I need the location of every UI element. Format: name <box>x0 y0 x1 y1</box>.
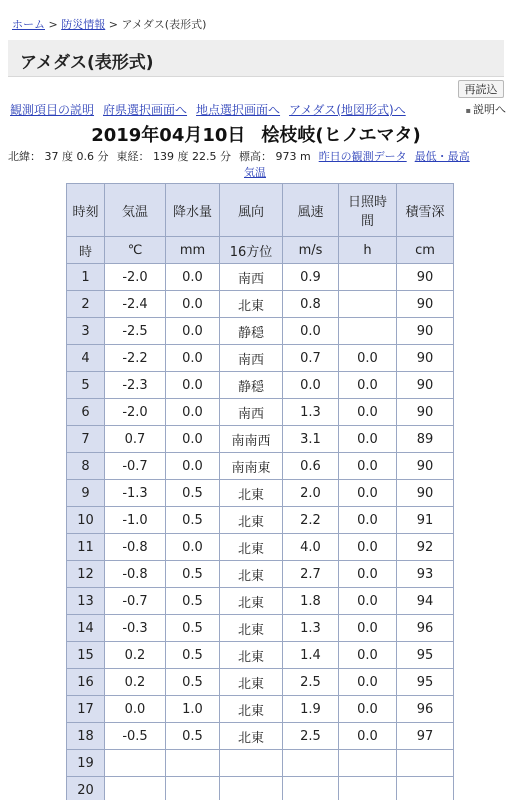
amedas-table <box>66 183 454 800</box>
temperature-cell: -0.7 <box>105 453 166 480</box>
snow-depth-cell: 90 <box>397 291 454 318</box>
wind-direction-cell: 南西 <box>220 264 283 291</box>
temperature-cell: -2.4 <box>105 291 166 318</box>
wind-direction-cell: 静穏 <box>220 318 283 345</box>
temperature-cell: -0.3 <box>105 615 166 642</box>
date-heading <box>0 121 512 147</box>
precipitation-cell: 0.0 <box>166 318 220 345</box>
wind-speed-cell: 0.9 <box>283 264 339 291</box>
unit-header: ℃ <box>105 237 166 264</box>
wind-direction-cell: 北東 <box>220 642 283 669</box>
wind-direction-cell: 北東 <box>220 615 283 642</box>
observation-date: 2019年04月10日 <box>91 125 246 146</box>
yesterday-data-link[interactable]: 昨日の観測データ <box>318 150 407 163</box>
precipitation-cell: 1.0 <box>166 696 220 723</box>
precipitation-cell <box>166 750 220 777</box>
precipitation-cell: 0.0 <box>166 345 220 372</box>
wind-direction-cell: 南西 <box>220 399 283 426</box>
column-header: 風速 <box>283 184 339 237</box>
snow-depth-cell: 96 <box>397 696 454 723</box>
wind-direction-cell <box>220 777 283 800</box>
hour-cell: 1 <box>67 264 105 291</box>
hour-cell: 13 <box>67 588 105 615</box>
table-row <box>67 750 454 777</box>
sunshine-cell: 0.0 <box>339 669 397 696</box>
table-row <box>67 372 454 399</box>
snow-depth-cell: 91 <box>397 507 454 534</box>
wind-speed-cell <box>283 750 339 777</box>
snow-depth-cell <box>397 777 454 800</box>
sunshine-cell: 0.0 <box>339 588 397 615</box>
table-row <box>67 777 454 800</box>
temperature-cell: -1.3 <box>105 480 166 507</box>
temperature-cell: -1.0 <box>105 507 166 534</box>
table-row <box>67 480 454 507</box>
temperature-cell <box>105 777 166 800</box>
snow-depth-cell: 90 <box>397 453 454 480</box>
wind-speed-cell: 1.8 <box>283 588 339 615</box>
wind-direction-cell: 北東 <box>220 723 283 750</box>
precipitation-cell: 0.5 <box>166 561 220 588</box>
snow-depth-cell: 90 <box>397 399 454 426</box>
table-units-row <box>67 237 454 264</box>
snow-depth-cell: 90 <box>397 372 454 399</box>
hour-cell: 3 <box>67 318 105 345</box>
hour-cell: 19 <box>67 750 105 777</box>
precipitation-cell: 0.5 <box>166 507 220 534</box>
unit-header: mm <box>166 237 220 264</box>
unit-header: cm <box>397 237 454 264</box>
breadcrumb-disaster-link[interactable]: 防災情報 <box>61 18 106 31</box>
precipitation-cell: 0.0 <box>166 534 220 561</box>
station-latitude: 北緯： 37 度 0.6 分 <box>8 150 109 163</box>
table-row <box>67 642 454 669</box>
hour-cell: 7 <box>67 426 105 453</box>
snow-depth-cell: 95 <box>397 642 454 669</box>
station-altitude: 標高： 973 m <box>238 150 311 163</box>
wind-speed-cell: 0.0 <box>283 372 339 399</box>
sunshine-cell <box>339 750 397 777</box>
snow-depth-cell: 90 <box>397 318 454 345</box>
bullet-icon: ▪ <box>465 106 471 115</box>
sunshine-cell: 0.0 <box>339 534 397 561</box>
column-header: 積雪深 <box>397 184 454 237</box>
station-info <box>8 148 478 164</box>
sunshine-cell: 0.0 <box>339 507 397 534</box>
wind-direction-cell: 北東 <box>220 480 283 507</box>
hour-cell: 8 <box>67 453 105 480</box>
wind-direction-cell <box>220 750 283 777</box>
temperature-cell: -2.2 <box>105 345 166 372</box>
wind-speed-cell: 2.5 <box>283 723 339 750</box>
wind-speed-cell: 3.1 <box>283 426 339 453</box>
snow-depth-cell: 95 <box>397 669 454 696</box>
wind-direction-cell: 南南西 <box>220 426 283 453</box>
hour-cell: 18 <box>67 723 105 750</box>
nav-link-observation-items[interactable]: 観測項目の説明 <box>10 103 95 117</box>
temperature-cell: -2.0 <box>105 264 166 291</box>
nav-link-map-view[interactable]: アメダス(地図形式)へ <box>289 103 406 117</box>
wind-speed-cell: 0.6 <box>283 453 339 480</box>
snow-depth-cell: 94 <box>397 588 454 615</box>
table-row <box>67 345 454 372</box>
table-row <box>67 669 454 696</box>
wind-speed-cell: 2.5 <box>283 669 339 696</box>
sunshine-cell: 0.0 <box>339 372 397 399</box>
hour-cell: 20 <box>67 777 105 800</box>
sunshine-cell: 0.0 <box>339 696 397 723</box>
sunshine-cell: 0.0 <box>339 345 397 372</box>
sunshine-cell: 0.0 <box>339 723 397 750</box>
wind-direction-cell: 北東 <box>220 696 283 723</box>
sunshine-cell: 0.0 <box>339 615 397 642</box>
hour-cell: 11 <box>67 534 105 561</box>
breadcrumb <box>12 16 206 32</box>
unit-header: h <box>339 237 397 264</box>
reload-button[interactable]: 再読込 <box>458 80 504 98</box>
snow-depth-cell: 97 <box>397 723 454 750</box>
table-row <box>67 723 454 750</box>
temperature-cell <box>105 750 166 777</box>
temperature-cell: -0.8 <box>105 561 166 588</box>
precipitation-cell: 0.0 <box>166 291 220 318</box>
nav-link-station-select[interactable]: 地点選択画面へ <box>196 103 281 117</box>
column-header: 気温 <box>105 184 166 237</box>
hour-cell: 10 <box>67 507 105 534</box>
nav-links <box>10 101 415 118</box>
wind-direction-cell: 北東 <box>220 291 283 318</box>
temperature-cell: 0.2 <box>105 669 166 696</box>
wind-speed-cell: 0.0 <box>283 318 339 345</box>
breadcrumb-home-link[interactable]: ホーム <box>12 18 45 31</box>
precipitation-cell: 0.5 <box>166 642 220 669</box>
snow-depth-cell <box>397 750 454 777</box>
snow-depth-cell: 90 <box>397 264 454 291</box>
column-header: 時刻 <box>67 184 105 237</box>
wind-speed-cell: 1.3 <box>283 399 339 426</box>
snow-depth-cell: 96 <box>397 615 454 642</box>
temperature-cell: -2.3 <box>105 372 166 399</box>
table-row <box>67 318 454 345</box>
sunshine-cell <box>339 318 397 345</box>
wind-speed-cell: 4.0 <box>283 534 339 561</box>
precipitation-cell: 0.0 <box>166 264 220 291</box>
sunshine-cell <box>339 264 397 291</box>
title-bar <box>8 40 504 77</box>
precipitation-cell: 0.0 <box>166 426 220 453</box>
temperature-cell: -2.5 <box>105 318 166 345</box>
sunshine-cell: 0.0 <box>339 480 397 507</box>
precipitation-cell: 0.0 <box>166 372 220 399</box>
wind-speed-cell: 2.2 <box>283 507 339 534</box>
hour-cell: 9 <box>67 480 105 507</box>
table-body <box>67 264 454 800</box>
precipitation-cell: 0.5 <box>166 615 220 642</box>
column-header: 風向 <box>220 184 283 237</box>
temperature-cell: 0.0 <box>105 696 166 723</box>
wind-speed-cell: 0.8 <box>283 291 339 318</box>
snow-depth-cell: 92 <box>397 534 454 561</box>
nav-link-prefecture-select[interactable]: 府県選択画面へ <box>103 103 188 117</box>
sunshine-cell <box>339 777 397 800</box>
temperature-cell: -0.8 <box>105 534 166 561</box>
snow-depth-cell: 90 <box>397 480 454 507</box>
precipitation-cell: 0.5 <box>166 480 220 507</box>
wind-direction-cell: 南西 <box>220 345 283 372</box>
wind-direction-cell: 北東 <box>220 561 283 588</box>
table-row <box>67 453 454 480</box>
min-max-temp-link-continued <box>244 164 266 180</box>
temperature-cell: 0.7 <box>105 426 166 453</box>
station-longitude: 東経： 139 度 22.5 分 <box>116 150 231 163</box>
sunshine-cell: 0.0 <box>339 642 397 669</box>
hour-cell: 6 <box>67 399 105 426</box>
hour-cell: 2 <box>67 291 105 318</box>
breadcrumb-separator: > <box>45 18 62 31</box>
table-row <box>67 615 454 642</box>
wind-speed-cell: 0.7 <box>283 345 339 372</box>
table-row <box>67 696 454 723</box>
unit-header: 時 <box>67 237 105 264</box>
wind-direction-cell: 北東 <box>220 507 283 534</box>
hour-cell: 15 <box>67 642 105 669</box>
hour-cell: 17 <box>67 696 105 723</box>
wind-direction-cell: 南南東 <box>220 453 283 480</box>
unit-header: m/s <box>283 237 339 264</box>
help-link[interactable] <box>466 101 506 117</box>
wind-speed-cell: 1.9 <box>283 696 339 723</box>
temperature-cell: -2.0 <box>105 399 166 426</box>
wind-direction-cell: 静穏 <box>220 372 283 399</box>
precipitation-cell: 0.5 <box>166 723 220 750</box>
snow-depth-cell: 90 <box>397 345 454 372</box>
wind-speed-cell: 1.4 <box>283 642 339 669</box>
table-row <box>67 264 454 291</box>
wind-direction-cell: 北東 <box>220 588 283 615</box>
hour-cell: 12 <box>67 561 105 588</box>
wind-speed-cell: 2.0 <box>283 480 339 507</box>
table-row <box>67 588 454 615</box>
precipitation-cell: 0.0 <box>166 453 220 480</box>
column-header: 降水量 <box>166 184 220 237</box>
table-row <box>67 507 454 534</box>
sunshine-cell <box>339 291 397 318</box>
wind-direction-cell: 北東 <box>220 534 283 561</box>
hour-cell: 16 <box>67 669 105 696</box>
precipitation-cell: 0.5 <box>166 588 220 615</box>
snow-depth-cell: 89 <box>397 426 454 453</box>
precipitation-cell: 0.5 <box>166 669 220 696</box>
station-name: 桧枝岐(ヒノエマタ) <box>261 125 421 146</box>
sunshine-cell: 0.0 <box>339 453 397 480</box>
sunshine-cell: 0.0 <box>339 561 397 588</box>
min-max-temp-link[interactable]: 最低・最高 <box>414 150 470 163</box>
wind-speed-cell: 1.3 <box>283 615 339 642</box>
precipitation-cell <box>166 777 220 800</box>
table-row <box>67 426 454 453</box>
temperature-cell: 0.2 <box>105 642 166 669</box>
breadcrumb-separator: > <box>105 18 122 31</box>
unit-header: 16方位 <box>220 237 283 264</box>
hour-cell: 14 <box>67 615 105 642</box>
table-row <box>67 291 454 318</box>
wind-speed-cell: 2.7 <box>283 561 339 588</box>
sunshine-cell: 0.0 <box>339 426 397 453</box>
snow-depth-cell: 93 <box>397 561 454 588</box>
wind-direction-cell: 北東 <box>220 669 283 696</box>
wind-speed-cell <box>283 777 339 800</box>
table-row <box>67 399 454 426</box>
temperature-cell: -0.7 <box>105 588 166 615</box>
min-max-temp-link-2[interactable]: 気温 <box>244 166 266 179</box>
precipitation-cell: 0.0 <box>166 399 220 426</box>
hour-cell: 4 <box>67 345 105 372</box>
breadcrumb-current: アメダス(表形式) <box>121 18 207 31</box>
page-title: アメダス(表形式) <box>20 53 154 73</box>
help-label: 説明へ <box>473 103 506 116</box>
table-header-row <box>67 184 454 237</box>
temperature-cell: -0.5 <box>105 723 166 750</box>
hour-cell: 5 <box>67 372 105 399</box>
sunshine-cell: 0.0 <box>339 399 397 426</box>
column-header: 日照時間 <box>339 184 397 237</box>
table-row <box>67 534 454 561</box>
table-row <box>67 561 454 588</box>
